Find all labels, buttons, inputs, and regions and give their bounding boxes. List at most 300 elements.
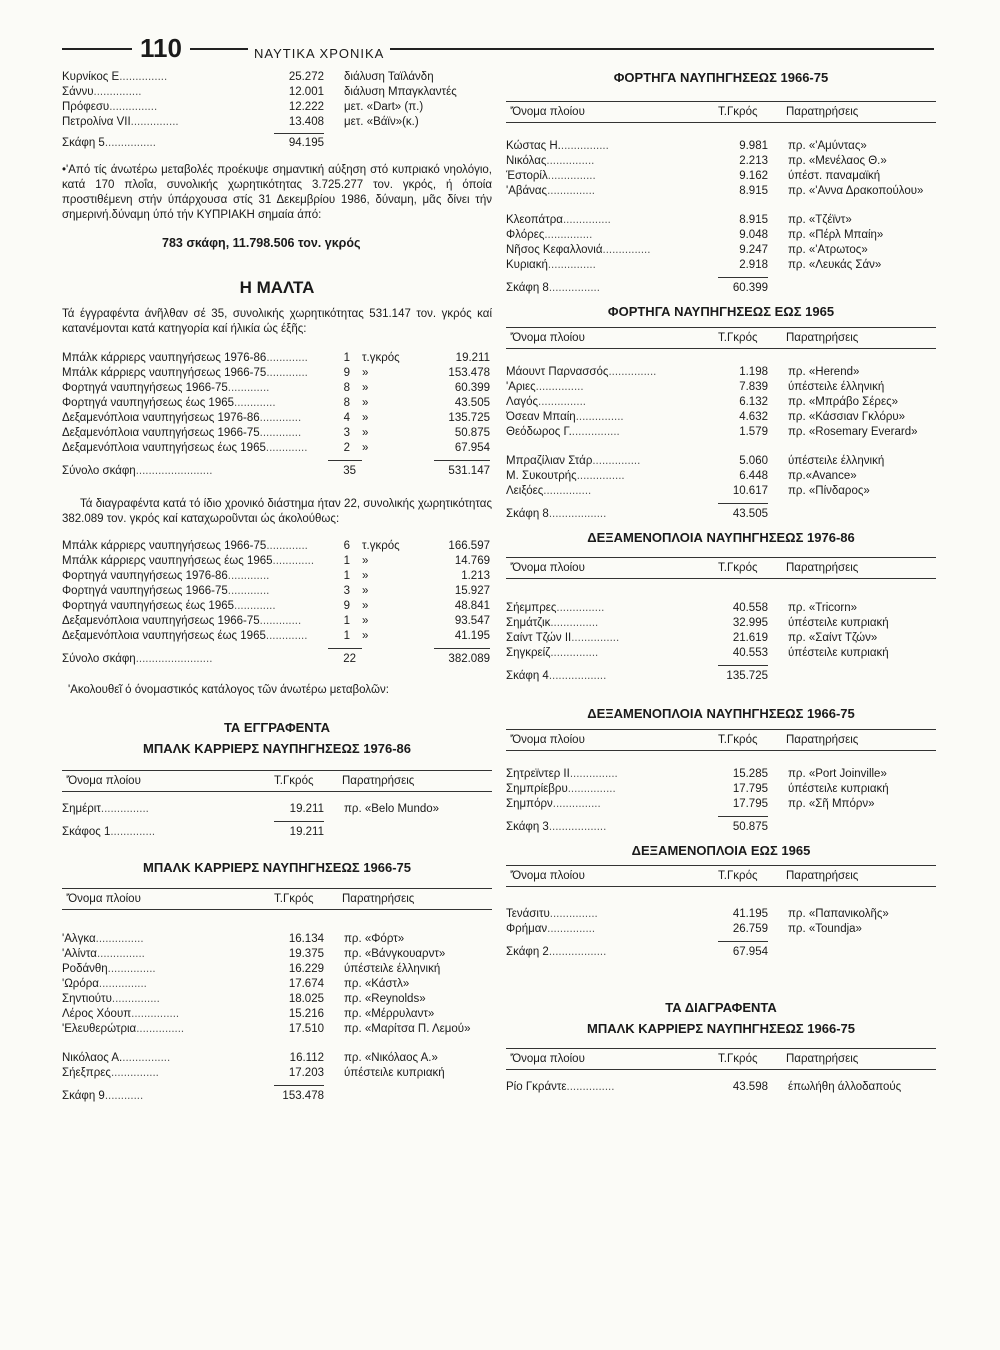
ship-name (506, 797, 711, 812)
leader-dots: ............... (544, 228, 593, 241)
category-unit: » (362, 599, 369, 612)
tanker-65-heading: ΔΕΞΑΜΕΝΟΠΛΟΙΑ ΕΩΣ 1965 (631, 842, 811, 858)
ship-tons: 17.510 (288, 1023, 324, 1036)
ship-name (506, 454, 711, 469)
malta-intro: Τά έγγραφέντα άνῆλθαν σέ 35, συνολικής χωρητικότητας 531.147 τον. γκρός καί κατανέμονται κατά κατηγορία καί ήλικία ώς έξῆς: (62, 308, 492, 336)
ship-name-text: 'Αλγκα (62, 933, 96, 946)
ship-name-text: 'Ελευθερώτρια (62, 1023, 137, 1036)
ship-note: πρ. «Μέρρυλαντ» (344, 1008, 435, 1021)
category-unit: τ.γκρός (362, 351, 400, 364)
ship-tons: 8.915 (739, 184, 768, 197)
leader-dots: ............... (567, 782, 616, 795)
leader-dots: ............... (98, 978, 147, 991)
table-row (62, 100, 492, 115)
leader-dots: ............... (571, 425, 620, 438)
table-row (506, 139, 936, 154)
category-name-text: Μπάλκ κάρριερς ναυπηγήσεως 1966-75 (62, 366, 267, 379)
registered-bulk-7686-heading: ΜΠΑΛΚ ΚΑΡΡΙΕΡΣ ΝΑΥΠΗΓΗΣΕΩΣ 1976-86 (142, 740, 412, 756)
table-row (506, 228, 936, 243)
ship-name (62, 947, 267, 962)
total-label: Σκάφη 5................ (62, 137, 156, 149)
col-name: 'Όνομα πλοίου (510, 331, 585, 344)
category-unit: » (362, 381, 369, 394)
deleted-total-count: 22 (343, 652, 356, 665)
ship-tons: 1.579 (739, 425, 768, 438)
ship-name (506, 154, 711, 169)
leader-dots: ............... (130, 116, 179, 128)
col-tons: Τ.Γκρός (718, 733, 758, 746)
ship-tons: 2.213 (739, 154, 768, 167)
category-tons: 166.597 (448, 539, 490, 552)
table-row (62, 1007, 492, 1022)
ship-name-text: Σηντιούτυ (62, 993, 112, 1006)
category-name-text: Φορτηγά ναυπηγήσεως 1966-75 (62, 381, 228, 394)
ship-name (62, 977, 267, 992)
ship-note: πρ. «Μενέλαος Θ.» (788, 154, 887, 167)
deleted-bulk-6675-list (506, 1080, 936, 1095)
ship-tons: 32.995 (732, 616, 768, 629)
removed-ships-list (62, 70, 492, 130)
registered-total: Σύνολο σκάφη........................ 35 531.147 (62, 464, 490, 477)
category-unit: » (362, 569, 369, 582)
leader-dots: ............... (543, 484, 592, 497)
ship-name (506, 380, 711, 395)
ship-tons: 10.617 (732, 484, 768, 497)
follow-text: 'Ακολουθεῖ ό όνομαστικός κατάλογος τῶν άνωτέρω μεταβολῶν: (68, 683, 389, 696)
bulk-6675-list (62, 932, 492, 1081)
ship-name-text: Θεόδωρος Γ. (506, 425, 572, 438)
bulk-7686-total-tons: 19.211 (289, 825, 324, 838)
ship-name (62, 962, 267, 977)
leader-dots: ............... (96, 948, 145, 961)
leader-dots: ............. (266, 351, 308, 364)
ship-name (506, 1080, 711, 1095)
ship-name-text: Σαίντ Τζών II (506, 631, 572, 644)
category-name-text: Δεξαμενόπλοια ναυπηγήσεως 1966-75 (62, 426, 260, 439)
table-header (506, 101, 936, 123)
table-row (62, 932, 492, 947)
ship-tons: 15.285 (732, 767, 768, 780)
ship-name (506, 258, 711, 273)
page-number: 110 (132, 34, 190, 62)
col-tons: Τ.Γκρός (718, 561, 758, 574)
leader-dots: ............... (119, 71, 168, 83)
category-unit: » (362, 366, 369, 379)
cargo-65-total: Σκάφη 8.................. 43.505 (506, 507, 768, 520)
category-tons: 135.725 (448, 411, 490, 424)
category-row (62, 569, 492, 584)
ship-note: πρ. «Herend» (788, 365, 860, 378)
category-count: 9 (343, 599, 350, 612)
category-name (62, 411, 324, 426)
category-count: 4 (343, 411, 350, 424)
ship-note: ύπέστειλε έλληνική (344, 963, 441, 976)
category-row (62, 366, 492, 381)
left-column (62, 70, 492, 1104)
ship-name (506, 922, 711, 937)
leader-dots: ............... (546, 154, 595, 167)
cargo-65-list (506, 365, 936, 499)
table-row (506, 184, 936, 213)
table-row (506, 907, 936, 922)
ship-note: πρ. «Reynolds» (344, 993, 426, 1006)
category-name-text: Δεξαμενόπλοια ναυπηγήσεως 1966-75 (62, 614, 260, 627)
col-tons: Τ.Γκρός (274, 774, 314, 787)
category-name (62, 614, 324, 629)
ship-tons: 21.619 (732, 631, 768, 644)
deleted-bulk-6675-heading: ΜΠΑΛΚ ΚΑΡΡΙΕΡΣ ΝΑΥΠΗΓΗΣΕΩΣ 1966-75 (586, 1021, 856, 1037)
ship-name (62, 992, 267, 1007)
category-name (62, 569, 324, 584)
header-rule (62, 48, 934, 50)
leader-dots: ............. (272, 554, 315, 567)
deleted-total: Σύνολο σκάφη........................ 22 382.089 (62, 652, 490, 665)
bulk-7686-total: Σκάφος 1.............. 19.211 (62, 825, 324, 838)
ship-tons: 1.198 (739, 365, 768, 378)
table-header (506, 729, 936, 751)
total-tons: 94.195 (288, 137, 324, 149)
category-name (62, 441, 324, 456)
ship-name (506, 169, 711, 184)
category-count: 8 (343, 396, 350, 409)
ship-name (506, 484, 711, 499)
table-row (506, 601, 936, 616)
ship-name (506, 616, 711, 631)
ship-note: μετ. «Βάϊν»(κ.) (344, 116, 419, 128)
ship-note: πρ. «Toundja» (788, 923, 862, 936)
category-tons: 19.211 (455, 351, 490, 364)
ship-name-text: Σήεξπρες (62, 1067, 111, 1080)
leader-dots: ............... (602, 243, 651, 256)
ship-note: ύπέστειλε έλληνική (788, 454, 885, 467)
deleted-by-category (62, 539, 492, 644)
table-header (506, 865, 936, 887)
leader-dots: ............... (592, 454, 641, 467)
col-notes: Παρατηρήσεις (786, 1053, 859, 1066)
leader-dots: ............... (547, 184, 596, 197)
table-row (506, 395, 936, 410)
tanker-6675-total: Σκάφη 3.................. 50.875 (506, 820, 768, 833)
category-count: 1 (343, 554, 350, 567)
registered-total-tons: 531.147 (448, 464, 490, 477)
leader-dots: ............... (552, 797, 601, 810)
table-row (506, 243, 936, 258)
table-row (506, 1080, 936, 1095)
ship-note: πρ. «Τζέϊντ» (788, 213, 852, 226)
col-name: 'Όνομα πλοίου (510, 561, 585, 574)
category-row (62, 381, 492, 396)
ship-name-text: Τενάσιτυ (506, 908, 550, 921)
ship-note: ύπέστειλε κυπριακή (788, 646, 889, 659)
category-count: 8 (343, 381, 350, 394)
ship-tons: 16.112 (289, 1052, 324, 1065)
ship-note: πρ. «Πέρλ Μπαίη» (788, 228, 884, 241)
category-count: 3 (343, 584, 350, 597)
ship-tons: 6.132 (739, 395, 768, 408)
category-name-text: Δεξαμενόπλοια ναυπηγήσεως έως 1965 (62, 441, 266, 454)
leader-dots: ............... (93, 86, 142, 98)
bulk-6675-total: Σκάφη 9............ 153.478 (62, 1090, 324, 1103)
ship-tons: 4.632 (739, 410, 768, 423)
ship-tons: 25.272 (288, 71, 324, 83)
page-header (62, 34, 934, 64)
category-tons: 50.875 (454, 426, 490, 439)
category-name (62, 539, 324, 554)
col-tons: Τ.Γκρός (718, 1053, 758, 1066)
ship-tons: 9.048 (739, 228, 768, 241)
ship-tons: 9.981 (739, 139, 768, 152)
category-tons: 93.547 (454, 614, 490, 627)
ship-name-text: Κυριακή (506, 258, 548, 271)
ship-tons: 16.229 (288, 963, 324, 976)
ship-note: ύπέστ. παναμαϊκή (788, 169, 881, 182)
col-name: 'Όνομα πλοίου (66, 893, 141, 906)
ship-name-text: Νικόλας (506, 154, 547, 167)
bulk-6675-heading: ΜΠΑΛΚ ΚΑΡΡΙΕΡΣ ΝΑΥΠΗΓΗΣΕΩΣ 1966-75 (142, 859, 412, 875)
col-notes: Παρατηρήσεις (786, 733, 859, 746)
ship-name (506, 410, 711, 425)
leader-dots: ............. (259, 426, 302, 439)
leader-dots: ............... (576, 469, 625, 482)
magazine-title: ΝΑΥΤΙΚΑ ΧΡΟΝΙΚΑ (248, 46, 390, 63)
leader-dots: ............... (549, 908, 598, 921)
ship-name-text: Σάννυ (62, 86, 94, 98)
table-row (62, 1051, 492, 1066)
category-tons: 60.399 (454, 381, 490, 394)
bulk-6675-total-tons: 153.478 (282, 1090, 324, 1103)
leader-dots: ............... (110, 1067, 159, 1080)
ship-note: διάλυση Ταϊλάνδη (344, 71, 434, 83)
col-notes: Παρατηρήσεις (786, 105, 859, 118)
ship-name (62, 1066, 267, 1081)
fleet-highlight: 783 σκάφη, 11.798.506 τον. γκρός (162, 235, 361, 250)
ship-tons: 12.222 (288, 101, 324, 113)
tanker-6675-heading: ΔΕΞΑΜΕΝΟΠΛΟΙΑ ΝΑΥΠΗΓΗΣΕΩΣ 1966-75 (587, 705, 855, 721)
table-row (506, 169, 936, 184)
deleted-intro: Τά διαγραφέντα κατά τό ίδιο χρονικό διάστημα ήταν 22, συνολικής χωρητικότητας 382.089 τον. γκρός καί καταχωροῦνται ώς άκολούθως: (62, 497, 492, 525)
ship-name (62, 1007, 267, 1022)
ship-tons: 9.247 (739, 243, 768, 256)
ship-tons: 19.211 (289, 802, 324, 815)
category-name (62, 584, 324, 599)
category-tons: 14.769 (454, 554, 490, 567)
ship-note: πρ. «Πίνδαρος» (788, 484, 870, 497)
cargo-6675-list (506, 139, 936, 273)
ship-name (506, 365, 711, 380)
ship-name (62, 100, 267, 115)
leader-dots: ............... (547, 258, 596, 271)
ship-name-text: Σήεμπρες (506, 601, 557, 614)
leader-dots: ............... (550, 616, 599, 629)
col-notes: Παρατηρήσεις (786, 870, 859, 883)
cargo-6675-heading: ΦΟΡΤΗΓΑ ΝΑΥΠΗΓΗΣΕΩΣ 1966-75 (613, 70, 829, 85)
category-tons: 153.478 (448, 366, 490, 379)
ship-tons: 26.759 (732, 923, 768, 936)
leader-dots: ............... (608, 365, 657, 378)
leader-dots: ............. (266, 539, 308, 552)
col-notes: Παρατηρήσεις (786, 561, 859, 574)
table-row (506, 410, 936, 425)
col-tons: Τ.Γκρός (718, 105, 758, 118)
ship-note: ύπέστειλε έλληνική (788, 380, 885, 393)
removed-ships-total (62, 136, 492, 151)
table-header (62, 770, 492, 792)
ship-name-text: Πετρολίνα VII (62, 116, 131, 128)
table-row (62, 85, 492, 100)
ship-tons: 2.918 (739, 258, 768, 271)
ship-name-text: 'Αλίντα (62, 948, 97, 961)
category-unit: » (362, 629, 369, 642)
category-unit: τ.γκρός (362, 539, 400, 552)
table-row (506, 616, 936, 631)
category-row (62, 396, 492, 411)
table-row (62, 802, 492, 817)
ship-name-text: Σημπόρν (506, 797, 553, 810)
ship-name-text: 'Ωρόρα (62, 978, 99, 991)
ship-name-text: Μάουντ Παρνασσός (506, 365, 609, 378)
table-row (506, 782, 936, 797)
leader-dots: ............... (562, 213, 611, 226)
category-name (62, 381, 324, 396)
table-header (506, 327, 936, 349)
ship-note: ύπέστειλε κυπριακή (788, 616, 889, 629)
tanker-7686-list (506, 601, 936, 661)
category-unit: » (362, 614, 369, 627)
table-row (62, 70, 492, 85)
ship-name-text: Νῆσος Κεφαλλονιά (506, 243, 603, 256)
col-notes: Παρατηρήσεις (342, 893, 415, 906)
ship-tons: 40.558 (732, 601, 768, 614)
category-count: 1 (343, 351, 350, 364)
category-name (62, 599, 324, 614)
leader-dots: ............... (538, 395, 586, 408)
ship-name-text: Ρίο Γκράντε (506, 1081, 567, 1094)
ship-name (506, 243, 711, 258)
table-row (506, 469, 936, 484)
ship-name (62, 802, 267, 817)
ship-note: διάλυση Μπαγκλαντές (344, 86, 457, 98)
tanker-65-total: Σκάφη 2.................. 67.954 (506, 946, 768, 959)
ship-name (62, 1051, 267, 1066)
deleted-heading: ΤΑ ΔΙΑΓΡΑΦΕΝΤΑ (665, 1000, 777, 1016)
ship-note: πρ. «Βάνγκουαρντ» (344, 948, 446, 961)
leader-dots: ............... (109, 101, 158, 113)
leader-dots: ............. (234, 599, 276, 612)
category-name-text: Φορτηγά ναυπηγήσεως έως 1965 (62, 599, 235, 612)
ship-name (506, 469, 711, 484)
leader-dots: ............... (107, 963, 156, 976)
category-name (62, 366, 324, 381)
ship-name (506, 907, 711, 922)
ship-note: πρ. «Tricorn» (788, 601, 858, 614)
col-tons: Τ.Γκρός (718, 331, 758, 344)
table-row (506, 380, 936, 395)
ship-note: πρ. «Λευκάς Σάν» (788, 258, 882, 271)
bulk-7686-list (62, 802, 492, 817)
ship-note: ύπέστειλε κυπριακή (344, 1067, 445, 1080)
ship-name (506, 782, 711, 797)
category-name-text: Μπάλκ κάρριερς ναυπηγήσεως 1966-75 (62, 539, 267, 552)
ship-name-text: Σημάτζικ (506, 616, 551, 629)
ship-name-text: Ροδάνθη (62, 963, 108, 976)
category-name (62, 629, 324, 644)
ship-tons: 17.674 (288, 978, 324, 991)
category-row (62, 599, 492, 614)
category-row (62, 426, 492, 441)
leader-dots: ............... (122, 1052, 171, 1065)
category-row (62, 539, 492, 554)
col-tons: Τ.Γκρός (274, 893, 314, 906)
ship-name-text: Σητρεϊντερ II (506, 767, 570, 780)
category-name-text: Φορτηγά ναυπηγήσεως 1976-86 (62, 569, 228, 582)
leader-dots: ............... (569, 767, 618, 780)
category-row (62, 629, 492, 644)
ship-note: πρ. «Μπράβο Σέρες» (788, 395, 899, 408)
cargo-65-total-tons: 43.505 (732, 507, 768, 520)
ship-note: πρ. «Μαρίτσα Π. Λεμού» (344, 1023, 471, 1036)
ship-tons: 7.839 (739, 380, 768, 393)
ship-name (62, 1022, 267, 1037)
category-name-text: Μπάλκ κάρριερς ναυπηγήσεως έως 1965 (62, 554, 273, 567)
category-unit: » (362, 441, 369, 454)
ship-name (62, 85, 267, 100)
malta-title: Η ΜΑΛΤΑ (239, 278, 315, 297)
category-unit: » (362, 426, 369, 439)
ship-note: πρ. «'Αμύντας» (788, 139, 867, 152)
table-row (506, 425, 936, 454)
ship-name (506, 228, 711, 243)
ship-note: ύπέστειλε κυπριακή (788, 782, 889, 795)
ship-name (62, 932, 267, 947)
table-row (62, 947, 492, 962)
leader-dots: ............... (111, 993, 160, 1006)
ship-tons: 43.598 (732, 1081, 768, 1094)
category-tons: 1.213 (461, 569, 490, 582)
ship-name-text: 'Αριες (506, 380, 536, 393)
ship-name-text: Σηγκρείζ (506, 646, 551, 659)
ship-name-text: Μ. Συκουτρής (506, 469, 577, 482)
category-count: 2 (343, 441, 350, 454)
category-count: 1 (343, 569, 350, 582)
category-row (62, 351, 492, 366)
leader-dots: ............. (227, 381, 270, 394)
table-row (506, 484, 936, 499)
ship-name-text: Φρήμαν (506, 923, 548, 936)
ship-tons: 13.408 (288, 116, 324, 128)
ship-name-text: Νικόλαος Α. (62, 1052, 123, 1065)
table-row (506, 365, 936, 380)
category-tons: 43.505 (454, 396, 490, 409)
ship-name-text: Φλόρες (506, 228, 545, 241)
ship-tons: 12.001 (288, 86, 324, 98)
category-name (62, 426, 324, 441)
tanker-6675-total-tons: 50.875 (732, 820, 768, 833)
ship-tons: 19.375 (288, 948, 324, 961)
ship-name-text: Κλεοπάτρα (506, 213, 563, 226)
leader-dots: ............. (266, 366, 308, 379)
tanker-7686-total: Σκάφη 4.................. 135.725 (506, 669, 768, 682)
category-count: 6 (343, 539, 350, 552)
ship-name-text: Όσεαν Μπαίη (506, 410, 576, 423)
ship-tons: 15.216 (288, 1008, 324, 1021)
ship-name-text: Λαγός (506, 395, 539, 408)
ship-name (62, 70, 267, 85)
table-header (506, 1048, 936, 1070)
col-name: 'Όνομα πλοίου (510, 105, 585, 118)
ship-note: πρ. «Νικόλαος Α.» (344, 1052, 438, 1065)
table-row (62, 992, 492, 1007)
category-name (62, 351, 324, 366)
